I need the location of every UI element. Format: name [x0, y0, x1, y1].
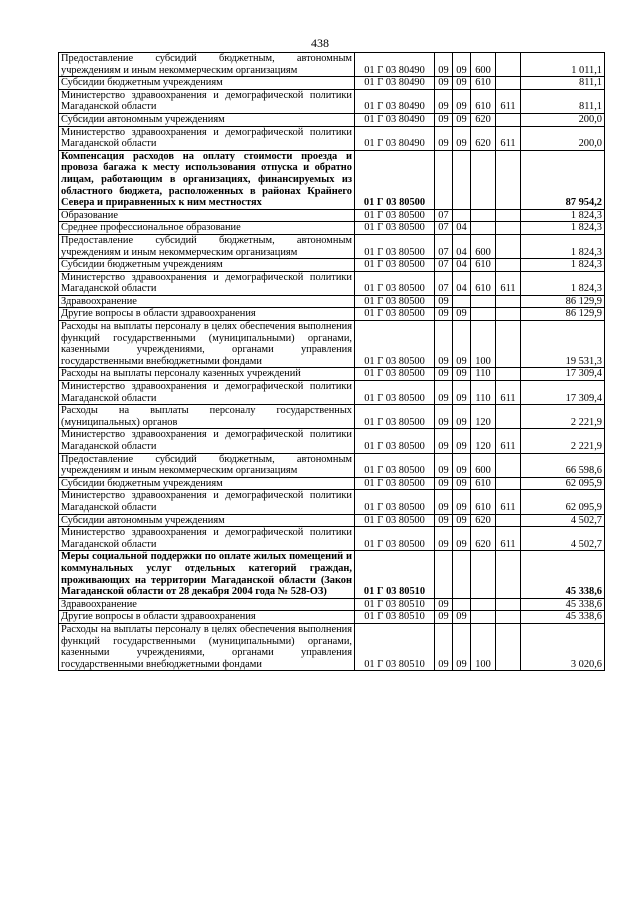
target-article-code: 01 Г 03 80490: [355, 89, 435, 113]
section-code: 09: [435, 308, 453, 321]
expense-name: Компенсация расходов на оплату стоимости проезда и провоза багажа к месту использования отпуска и обратно лицам, работающим в организациях, финансируемых из областного бюджета, расположенных в районах Крайнего Севера и приравненных к ним местностях: [59, 150, 355, 209]
subsection-code: [453, 209, 471, 222]
expense-name: Другие вопросы в области здравоохранения: [59, 611, 355, 624]
subsection-code: 09: [453, 623, 471, 670]
ministry-code: 611: [496, 527, 521, 551]
expense-type-code: 620: [471, 126, 496, 150]
ministry-code: [496, 295, 521, 308]
amount: 17 309,4: [521, 381, 605, 405]
ministry-code: 611: [496, 271, 521, 295]
amount: 62 095,9: [521, 490, 605, 514]
amount: 811,1: [521, 89, 605, 113]
target-article-code: 01 Г 03 80500: [355, 222, 435, 235]
expense-name: Министерство здравоохранения и демографической политики Магаданской области: [59, 527, 355, 551]
amount: 1 824,3: [521, 222, 605, 235]
section-code: 09: [435, 113, 453, 126]
budget-table-body: [59, 53, 605, 671]
table-row: [59, 222, 605, 235]
expense-type-code: 620: [471, 514, 496, 527]
target-article-code: 01 Г 03 80510: [355, 623, 435, 670]
amount: 86 129,9: [521, 295, 605, 308]
subsection-code: 09: [453, 453, 471, 477]
section-code: 09: [435, 295, 453, 308]
expense-type-code: [471, 209, 496, 222]
section-code: 09: [435, 381, 453, 405]
target-article-code: 01 Г 03 80500: [355, 308, 435, 321]
table-row: [59, 321, 605, 368]
amount: 87 954,2: [521, 150, 605, 209]
subsection-code: 09: [453, 514, 471, 527]
section-code: 09: [435, 126, 453, 150]
expense-type-code: 610: [471, 477, 496, 490]
amount: 17 309,4: [521, 368, 605, 381]
expense-type-code: [471, 598, 496, 611]
target-article-code: 01 Г 03 80490: [355, 53, 435, 77]
subsection-code: 09: [453, 381, 471, 405]
target-article-code: 01 Г 03 80500: [355, 405, 435, 429]
expense-name: Субсидии бюджетным учреждениям: [59, 259, 355, 272]
table-row: [59, 259, 605, 272]
target-article-code: 01 Г 03 80500: [355, 381, 435, 405]
amount: 3 020,6: [521, 623, 605, 670]
expense-type-code: [471, 308, 496, 321]
table-row: [59, 150, 605, 209]
target-article-code: 01 Г 03 80500: [355, 234, 435, 258]
subsection-code: 09: [453, 368, 471, 381]
table-row: [59, 611, 605, 624]
table-row: [59, 53, 605, 77]
subsection-code: [453, 150, 471, 209]
target-article-code: 01 Г 03 80500: [355, 490, 435, 514]
expense-name: Министерство здравоохранения и демографической политики Магаданской области: [59, 126, 355, 150]
amount: 4 502,7: [521, 527, 605, 551]
table-row: [59, 126, 605, 150]
subsection-code: [453, 551, 471, 598]
ministry-code: [496, 53, 521, 77]
table-row: [59, 271, 605, 295]
table-row: [59, 368, 605, 381]
table-row: [59, 477, 605, 490]
target-article-code: 01 Г 03 80500: [355, 368, 435, 381]
expense-name: Расходы на выплаты персоналу в целях обеспечения выполнения функций государственными (муниципальными) органами, казенными учреждениями, органами управления государственными внебюджетными фондами: [59, 623, 355, 670]
target-article-code: 01 Г 03 80490: [355, 77, 435, 90]
subsection-code: 09: [453, 477, 471, 490]
expense-type-code: [471, 222, 496, 235]
table-row: [59, 490, 605, 514]
expense-type-code: 600: [471, 53, 496, 77]
subsection-code: 09: [453, 527, 471, 551]
expense-name: Расходы на выплаты персоналу в целях обеспечения выполнения функций государственными (муниципальными) органами, казенными учреждениями, органами управления государственными внебюджетными фондами: [59, 321, 355, 368]
subsection-code: 09: [453, 611, 471, 624]
section-code: 09: [435, 405, 453, 429]
expense-type-code: 600: [471, 234, 496, 258]
expense-name: Меры социальной поддержки по оплате жилых помещений и коммунальных услуг отдельных категорий граждан, проживающих на территории Магаданской области (Закон Магаданской области от 28 декабря 2004 года № 528-ОЗ): [59, 551, 355, 598]
expense-type-code: 610: [471, 77, 496, 90]
ministry-code: [496, 551, 521, 598]
ministry-code: [496, 77, 521, 90]
amount: 19 531,3: [521, 321, 605, 368]
section-code: 07: [435, 259, 453, 272]
target-article-code: 01 Г 03 80500: [355, 150, 435, 209]
table-row: [59, 598, 605, 611]
table-row: [59, 77, 605, 90]
amount: 811,1: [521, 77, 605, 90]
subsection-code: 04: [453, 271, 471, 295]
ministry-code: [496, 477, 521, 490]
expense-type-code: 110: [471, 368, 496, 381]
ministry-code: [496, 209, 521, 222]
subsection-code: 04: [453, 259, 471, 272]
expense-name: Предоставление субсидий бюджетным, автономным учреждениям и иным некоммерческим организациям: [59, 234, 355, 258]
section-code: 07: [435, 209, 453, 222]
table-row: [59, 514, 605, 527]
amount: 66 598,6: [521, 453, 605, 477]
ministry-code: [496, 113, 521, 126]
ministry-code: [496, 598, 521, 611]
amount: 86 129,9: [521, 308, 605, 321]
table-row: [59, 89, 605, 113]
target-article-code: 01 Г 03 80500: [355, 209, 435, 222]
expense-name: Расходы на выплаты персоналу казенных учреждений: [59, 368, 355, 381]
ministry-code: [496, 368, 521, 381]
expense-type-code: 620: [471, 113, 496, 126]
expense-name: Субсидии бюджетным учреждениям: [59, 477, 355, 490]
subsection-code: 09: [453, 490, 471, 514]
target-article-code: 01 Г 03 80510: [355, 611, 435, 624]
section-code: 09: [435, 514, 453, 527]
amount: 45 338,6: [521, 551, 605, 598]
ministry-code: [496, 321, 521, 368]
table-row: [59, 209, 605, 222]
target-article-code: 01 Г 03 80500: [355, 477, 435, 490]
table-row: [59, 234, 605, 258]
amount: 4 502,7: [521, 514, 605, 527]
section-code: [435, 551, 453, 598]
amount: 1 011,1: [521, 53, 605, 77]
expense-type-code: [471, 150, 496, 209]
ministry-code: [496, 611, 521, 624]
ministry-code: 611: [496, 490, 521, 514]
section-code: 09: [435, 598, 453, 611]
page-number: 438: [311, 36, 329, 50]
subsection-code: [453, 295, 471, 308]
amount: 2 221,9: [521, 405, 605, 429]
section-code: 09: [435, 89, 453, 113]
amount: 45 338,6: [521, 611, 605, 624]
target-article-code: 01 Г 03 80490: [355, 113, 435, 126]
section-code: 09: [435, 527, 453, 551]
amount: 45 338,6: [521, 598, 605, 611]
section-code: 09: [435, 490, 453, 514]
expense-name: Предоставление субсидий бюджетным, автономным учреждениям и иным некоммерческим организациям: [59, 53, 355, 77]
target-article-code: 01 Г 03 80500: [355, 295, 435, 308]
expense-name: Расходы на выплаты персоналу государственных (муниципальных) органов: [59, 405, 355, 429]
amount: 200,0: [521, 126, 605, 150]
target-article-code: 01 Г 03 80500: [355, 271, 435, 295]
expense-name: Субсидии автономным учреждениям: [59, 514, 355, 527]
target-article-code: 01 Г 03 80510: [355, 598, 435, 611]
expense-name: Субсидии бюджетным учреждениям: [59, 77, 355, 90]
target-article-code: 01 Г 03 80500: [355, 429, 435, 453]
ministry-code: 611: [496, 429, 521, 453]
amount: 1 824,3: [521, 234, 605, 258]
expense-type-code: 610: [471, 89, 496, 113]
ministry-code: [496, 259, 521, 272]
section-code: 09: [435, 623, 453, 670]
subsection-code: 09: [453, 405, 471, 429]
amount: 1 824,3: [521, 259, 605, 272]
section-code: 07: [435, 234, 453, 258]
section-code: [435, 150, 453, 209]
expense-type-code: 600: [471, 453, 496, 477]
subsection-code: 09: [453, 77, 471, 90]
section-code: 09: [435, 477, 453, 490]
target-article-code: 01 Г 03 80500: [355, 259, 435, 272]
expense-type-code: 120: [471, 429, 496, 453]
expense-name: Здравоохранение: [59, 598, 355, 611]
section-code: 09: [435, 77, 453, 90]
expense-name: Здравоохранение: [59, 295, 355, 308]
expense-type-code: 620: [471, 527, 496, 551]
table-row: [59, 405, 605, 429]
ministry-code: [496, 623, 521, 670]
section-code: 09: [435, 429, 453, 453]
ministry-code: [496, 222, 521, 235]
subsection-code: 04: [453, 234, 471, 258]
subsection-code: 09: [453, 53, 471, 77]
table-row: [59, 429, 605, 453]
subsection-code: [453, 598, 471, 611]
subsection-code: 04: [453, 222, 471, 235]
expense-type-code: 100: [471, 623, 496, 670]
ministry-code: 611: [496, 126, 521, 150]
target-article-code: 01 Г 03 80510: [355, 551, 435, 598]
table-row: [59, 623, 605, 670]
ministry-code: [496, 308, 521, 321]
section-code: 07: [435, 222, 453, 235]
expense-name: Министерство здравоохранения и демографической политики Магаданской области: [59, 271, 355, 295]
expense-type-code: 120: [471, 405, 496, 429]
budget-table: [58, 52, 605, 671]
expense-type-code: 610: [471, 490, 496, 514]
expense-name: Предоставление субсидий бюджетным, автономным учреждениям и иным некоммерческим организациям: [59, 453, 355, 477]
table-row: [59, 453, 605, 477]
amount: 200,0: [521, 113, 605, 126]
target-article-code: 01 Г 03 80500: [355, 453, 435, 477]
expense-type-code: [471, 611, 496, 624]
target-article-code: 01 Г 03 80500: [355, 527, 435, 551]
target-article-code: 01 Г 03 80500: [355, 321, 435, 368]
subsection-code: 09: [453, 126, 471, 150]
amount: 1 824,3: [521, 209, 605, 222]
subsection-code: 09: [453, 321, 471, 368]
expense-type-code: 110: [471, 381, 496, 405]
expense-type-code: [471, 551, 496, 598]
expense-type-code: 610: [471, 271, 496, 295]
amount: 1 824,3: [521, 271, 605, 295]
subsection-code: 09: [453, 113, 471, 126]
target-article-code: 01 Г 03 80490: [355, 126, 435, 150]
subsection-code: 09: [453, 308, 471, 321]
amount: 2 221,9: [521, 429, 605, 453]
expense-type-code: 100: [471, 321, 496, 368]
section-code: 09: [435, 321, 453, 368]
amount: 62 095,9: [521, 477, 605, 490]
table-row: [59, 381, 605, 405]
expense-name: Другие вопросы в области здравоохранения: [59, 308, 355, 321]
expense-name: Министерство здравоохранения и демографической политики Магаданской области: [59, 89, 355, 113]
section-code: 09: [435, 53, 453, 77]
expense-name: Образование: [59, 209, 355, 222]
table-row: [59, 527, 605, 551]
section-code: 09: [435, 453, 453, 477]
subsection-code: 09: [453, 89, 471, 113]
table-row: [59, 308, 605, 321]
expense-name: Министерство здравоохранения и демографической политики Магаданской области: [59, 429, 355, 453]
section-code: 09: [435, 368, 453, 381]
table-row: [59, 551, 605, 598]
ministry-code: [496, 453, 521, 477]
expense-name: Министерство здравоохранения и демографической политики Магаданской области: [59, 381, 355, 405]
expense-name: Субсидии автономным учреждениям: [59, 113, 355, 126]
expense-type-code: 610: [471, 259, 496, 272]
target-article-code: 01 Г 03 80500: [355, 514, 435, 527]
ministry-code: 611: [496, 381, 521, 405]
ministry-code: 611: [496, 89, 521, 113]
expense-name: Среднее профессиональное образование: [59, 222, 355, 235]
table-row: [59, 113, 605, 126]
expense-name: Министерство здравоохранения и демографической политики Магаданской области: [59, 490, 355, 514]
ministry-code: [496, 514, 521, 527]
table-row: [59, 295, 605, 308]
section-code: 07: [435, 271, 453, 295]
section-code: 09: [435, 611, 453, 624]
subsection-code: 09: [453, 429, 471, 453]
ministry-code: [496, 150, 521, 209]
expense-type-code: [471, 295, 496, 308]
ministry-code: [496, 234, 521, 258]
ministry-code: [496, 405, 521, 429]
